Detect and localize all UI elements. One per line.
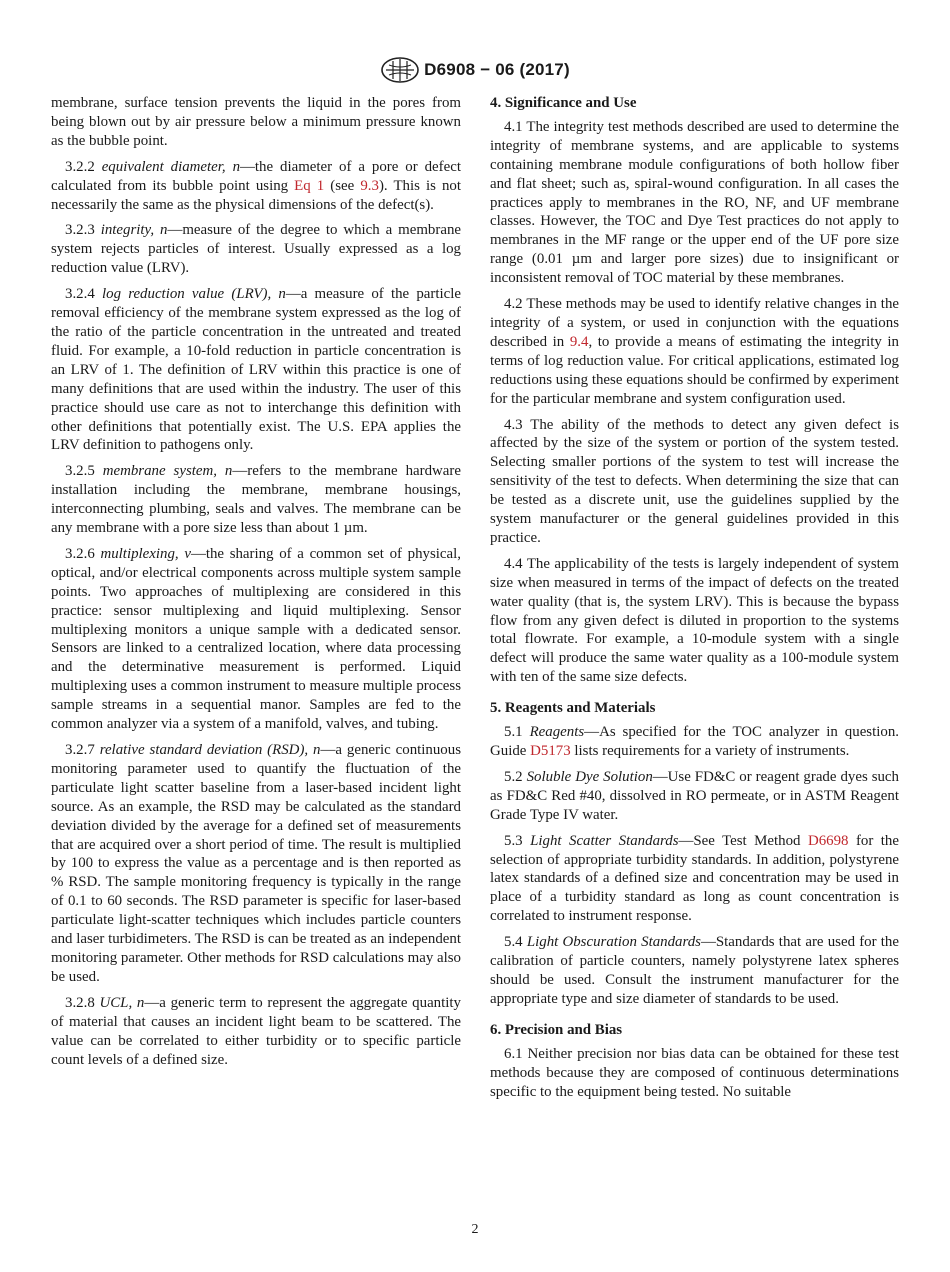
part-of-speech: n — [313, 742, 321, 758]
defined-term: integrity, — [100, 222, 155, 239]
definition-text: —measure of the degree to which a membrane system rejects particles of interest. Usually expressed as a log reduction value (LRV). — [51, 222, 461, 277]
definition-3-2-2 — [51, 158, 461, 215]
document-designation: D6908 − 06 (2017) — [424, 60, 570, 79]
paragraph-4-1 — [490, 118, 899, 288]
section-4-heading: 4. Significance and Use — [490, 95, 637, 111]
section-number: 3.2.5 — [65, 463, 95, 480]
part-of-speech: n — [232, 158, 241, 175]
paragraph-text: for the selection of appropriate turbidity standards. In addition, polystyrene latex standards of a defined size and concentration may be used in place of a turbidity standard as long as count concentration is correlated to instrument response. — [490, 832, 899, 925]
section-5-heading: 5. Reagents and Materials — [490, 700, 656, 717]
continued-paragraph: membrane, surface tension prevents the liquid in the pores from being blown out by air pressure below a minimum pressure known as the bubble point. — [51, 95, 461, 149]
section-6-heading: 6. Precision and Bias — [490, 1021, 623, 1038]
d5173-link[interactable]: D5173 — [530, 743, 571, 759]
paragraph-text: lists requirements for a variety of instruments. — [570, 743, 850, 759]
definition-3-2-6 — [51, 545, 461, 734]
section-number: 4.4 — [504, 555, 523, 572]
paragraph-5-2 — [490, 768, 899, 825]
right-column — [490, 94, 899, 1108]
paragraph-5-3 — [490, 832, 899, 927]
section-number: 3.2.4 — [65, 286, 95, 303]
paragraph-term: Soluble Dye Solution — [526, 768, 653, 785]
part-of-speech: n — [136, 994, 145, 1011]
paragraph-text: These methods may be used to identify relative changes in the integrity of a system, or used in conjunction with the equations described in — [490, 296, 899, 350]
paragraph-4-2 — [490, 295, 899, 408]
defined-term: UCL, — [99, 994, 133, 1011]
paragraph-text: —Standards that are used for the calibration of particle counters, namely polystyrene latex spheres should be used. Consult the instrument manufacturer for the appropriate type and size diameter of standards to be used. — [490, 934, 899, 1007]
defined-term: equivalent diameter, — [101, 158, 226, 175]
paragraph-text: —As specified for the TOC analyzer in question. Guide — [490, 724, 899, 759]
definition-text: ). This is not necessarily the same as the physical dimensions of the defect(s). — [51, 177, 462, 213]
page-header — [0, 56, 950, 84]
definition-text: —the diameter of a pore or defect calculated from its bubble point using — [51, 158, 461, 194]
definition-text: —refers to the membrane hardware installation including the membrane, membrane housings, interconnecting plumbing, seals and valves. The membrane can be any membrane with a pore size less than about 1 µm. — [51, 463, 461, 537]
defined-term: membrane system, — [102, 463, 217, 480]
section-number: 3.2.6 — [65, 545, 95, 562]
paragraph-text: —Use FD&C or reagent grade dyes such as FD&C Red #40, dissolved in RO permeate, or in ASTM Reagent Grade Type IV water. — [490, 768, 899, 823]
paragraph-text: The integrity test methods described are used to determine the integrity of membrane systems, and are applicable to systems containing membrane module configurations of both hollow fiber and flat sheet; such as, spiral-wound configuration. In all cases the practices apply to membranes in the RO, NF, and UF membrane classes. However, the TOC and Dye Test practices do not apply to membranes in the MF range or the upper end of the UF pore size range (0.01 µm and larger pore sizes) due to insignificant or inconsistent removal of TOC material by these membranes. — [490, 118, 899, 287]
section-number: 5.3 — [504, 832, 523, 849]
section-number: 6.1 — [504, 1045, 523, 1062]
section-number: 4.1 — [504, 118, 523, 135]
defined-term: multiplexing, — [100, 545, 179, 562]
part-of-speech: n — [224, 463, 233, 480]
paragraph-5-1 — [490, 723, 899, 761]
page-number: 2 — [471, 1222, 479, 1237]
definition-text: —a generic continuous monitoring parameter used to quantify the fluctuation of the particulate light scatter baseline from a laser-based incident light source. As an example, the RSD may be calculated as the standard deviation divided by the average for a defined set of measurements that are acquired over a short period of time. The result is multiplied by 100 to express the value as a percentage and is then reported as % RSD. The sample monitoring frequency is typically in the range of 0.1 to 60 seconds. The RSD parameter is specific for laser-based particulate light-scatter techniques which includes particle counters and laser turbidimeters. The RSD is can be treated as an independent monitoring parameter. Other methods for RSD calculations may also be used. — [51, 742, 461, 985]
part-of-speech: n — [159, 222, 168, 239]
section-number: 5.2 — [504, 768, 523, 785]
paragraph-text: The ability of the methods to detect any given defect is affected by the size of the system or portion of the system tested. Selecting smaller portions of the system to test will increase the sensitivity of the test to defects. When determining the size that can be tested as a discrete unit, use the guidelines supplied by the system manufacturer or the general guidelines provided in this practice. — [490, 416, 899, 546]
paragraph-term: Reagents — [529, 724, 585, 741]
paragraph-text: , to provide a means of estimating the integrity in terms of log reduction value. For critical applications, estimated log reductions using these equations should be confirmed by experiment for the particular membrane and system configuration used. — [490, 333, 899, 407]
paragraph-5-4 — [490, 933, 899, 1009]
definition-3-2-8 — [51, 994, 461, 1070]
defined-term: log reduction value (LRV), — [101, 286, 272, 303]
part-of-speech: v — [184, 545, 191, 562]
paragraph-4-3 — [490, 416, 899, 548]
astm-logo-icon — [380, 57, 420, 83]
paragraph-term: Light Scatter Standards — [530, 832, 679, 849]
d6698-link[interactable]: D6698 — [807, 832, 849, 849]
section-number: 4.3 — [504, 416, 523, 433]
definition-3-2-4 — [51, 285, 461, 455]
paragraph-text: The applicability of the tests is largely independent of system size when measured in terms of the impact of defects on the treated water quality (that is, the system LRV). This is because the bypass flow from any given defect is diluted in proportion to the systems total flowrate. For example, a 10-module system with a single defect will produce the same water quality as a 100-module system with ten of the same size defects. — [490, 555, 899, 686]
definition-text: —a generic term to represent the aggregate quantity of material that causes an incident light beam to be scattered. The value can be correlated to either turbidity or to specific particle count levels of a defined size. — [51, 994, 461, 1068]
section-number: 4.2 — [504, 296, 523, 313]
section-number: 3.2.7 — [65, 742, 95, 758]
section-number: 3.2.3 — [65, 222, 95, 239]
section-number: 3.2.8 — [65, 994, 95, 1011]
definition-text: (see — [324, 177, 361, 194]
definition-3-2-3 — [51, 221, 461, 278]
left-column — [51, 94, 461, 1076]
paragraph-text: —See Test Method — [678, 832, 808, 849]
section-9-3-link[interactable]: 9.3 — [360, 177, 379, 194]
definition-3-2-5 — [51, 462, 461, 538]
part-of-speech: n — [278, 286, 286, 303]
section-number: 5.4 — [504, 934, 523, 951]
definition-text: —the sharing of a common set of physical, optical, and/or electrical components across multiple system sample points. Two approaches of multiplexing are considered in this practice: sensor multiplexing and liquid multiplexing. Sensor multiplexing monitors a unique sample with a dedicated sensor. Sensors are linked to a centralized location, where data processing and the determinative measurement is performed. Liquid multiplexing uses a common instrument to measure multiple process sample streams in a sequential manor. Samples are fed to the common analyzer via a system of a manifold, valves, and tubing. — [51, 545, 461, 733]
section-number: 5.1 — [504, 724, 523, 741]
paragraph-text: Neither precision nor bias data can be obtained for these test methods because they are composed of continuous determinations specific to the equipment being tested. No suitable — [490, 1045, 899, 1100]
definition-text: —a measure of the particle removal efficiency of the membrane system expressed as the log of the ratio of the particle concentration in the untreated and treated fluid. For example, a 10-fold reduction in particle concentration is an LRV of 1. The definition of LRV within this practice is one of many definitions that are used within the industry. The user of this practice should use care as not to interchange this definition with other definitions that potentially exist. The U.S. EPA applies the LRV definition to pathogens only. — [51, 286, 461, 454]
defined-term: relative standard deviation (RSD), — [99, 742, 309, 758]
paragraph-6-1 — [490, 1045, 899, 1102]
definition-3-2-7 — [51, 741, 461, 987]
paragraph-4-4 — [490, 555, 899, 687]
eq-1-link[interactable]: Eq 1 — [294, 177, 325, 194]
section-number: 3.2.2 — [65, 158, 95, 175]
section-9-4-link[interactable]: 9.4 — [569, 333, 589, 350]
paragraph-term: Light Obscuration Standards — [526, 934, 701, 951]
